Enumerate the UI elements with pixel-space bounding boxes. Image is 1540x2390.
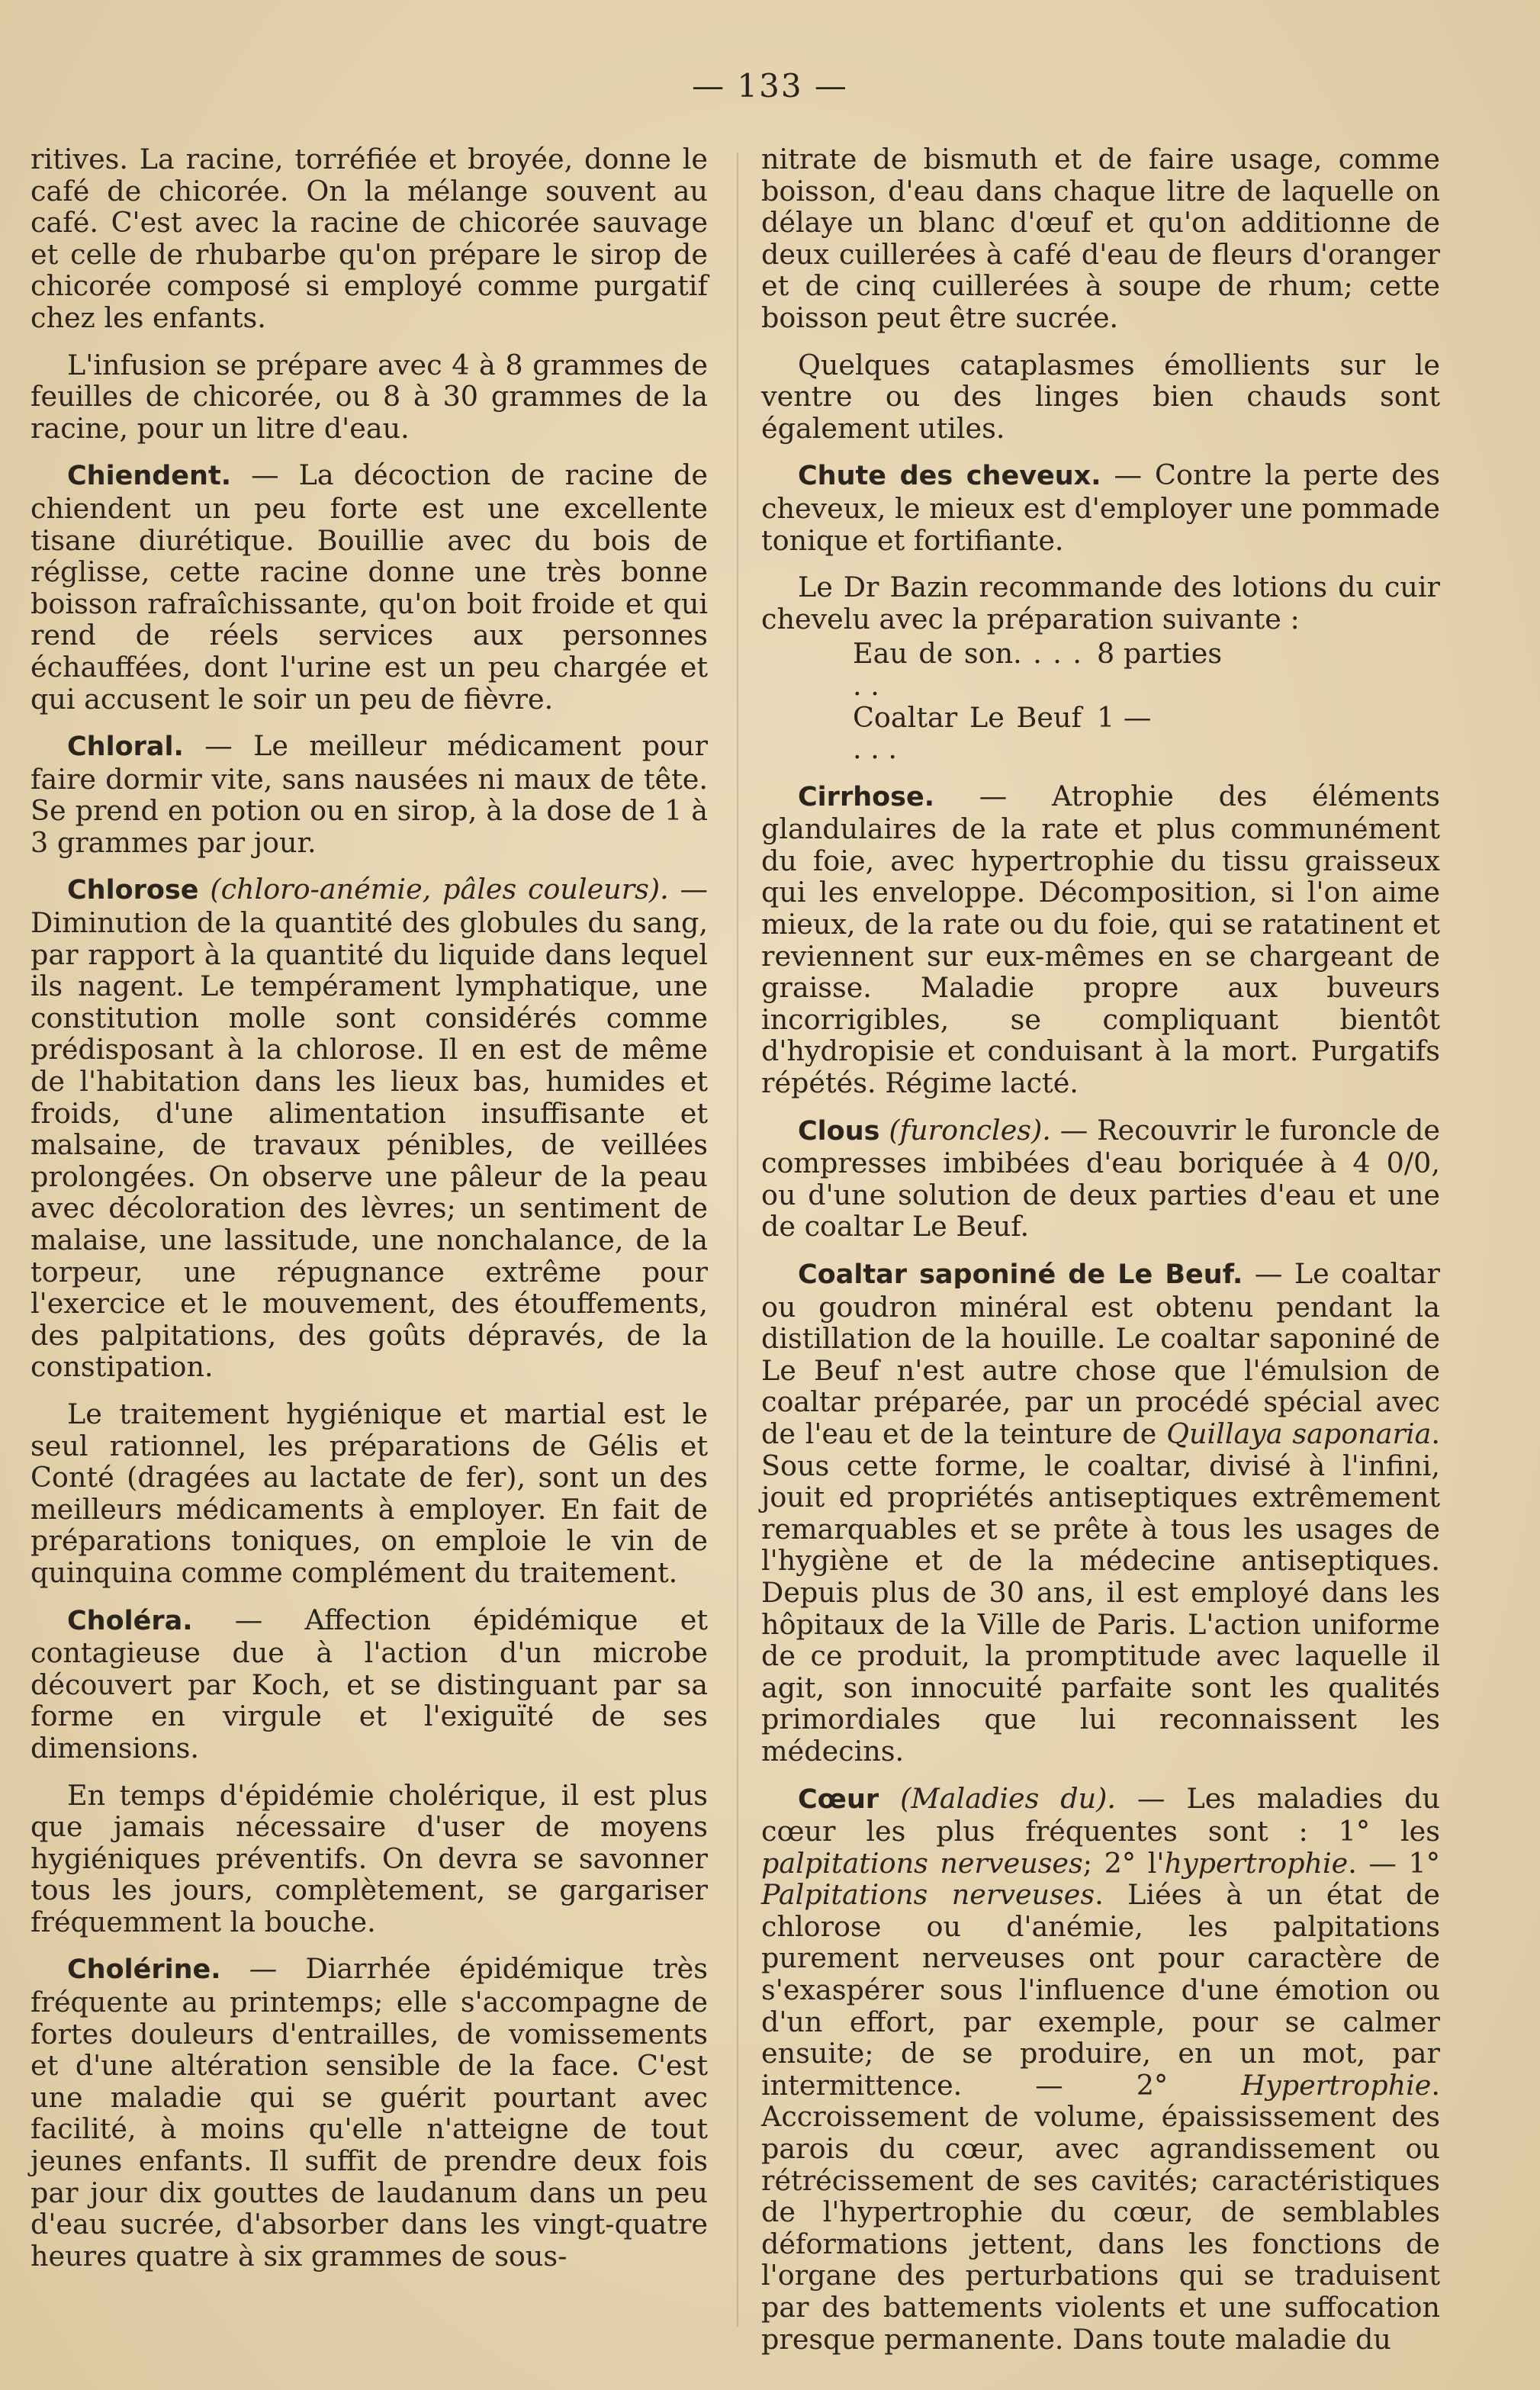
entry-term: Chlorose <box>67 875 199 906</box>
entry-term: Coaltar saponiné de Le Beuf. <box>798 1259 1243 1290</box>
formula-item: Eau de son. . . . . . <box>853 637 1082 702</box>
entry-text: — Le coaltar ou goudron minéral est obtenu pendant la distillation de la houille. Le coaltar saponiné de Le Beuf n'est autre chose que l'émulsion de coaltar préparée, par un procédé spécial avec de l'eau et de la teinture de <box>761 1257 1441 1450</box>
entry-cholera <box>31 1604 708 1764</box>
paragraph: ritives. La racine, torréfiée et broyée, donne le café de chicorée. On la mélange souvent au café. C'est avec la racine de chicorée sauvage et celle de rhubarbe qu'on prépare le sirop de chicorée composé si employé comme purgatif chez les enfants. <box>31 143 708 334</box>
entry-italic: Hypertrophie <box>1241 2068 1432 2102</box>
entry-term: Chute des cheveux. <box>798 461 1101 492</box>
entry-italic: Palpitations nerveuses <box>761 1878 1095 1912</box>
entry-text: . — 1° <box>1348 1846 1440 1880</box>
entry-text: ; 2° l' <box>1082 1846 1165 1880</box>
paragraph: nitrate de bismuth et de faire usage, comme boisson, d'eau dans chaque litre de laquelle on délaye un blanc d'œuf et qu'on additionne de deux cuillerées à café d'eau de fleurs d'oranger et de cinq cuillerées à soupe de rhum; cette boisson peut être sucrée. <box>761 143 1440 334</box>
formula-row <box>761 702 1440 765</box>
entry-coaltar <box>761 1258 1440 1768</box>
left-column <box>31 143 708 2287</box>
entry-cholerine <box>31 1953 708 2272</box>
entry-term: Chiendent. <box>67 461 231 492</box>
entry-text: — Atrophie des éléments glandulaires de la rate et plus communément du foie, avec hypertrophie du tissu graisseux qui les enveloppe. Décomposition, si l'on aime mieux, de la rate ou du foie, qui se ratatinent et reviennent sur eux-mêmes en se chargeant de graisse. Maladie propre aux buveurs incorrigibles, se compliquant bientôt d'hydropisie et conduisant à la mort. Purgatifs répétés. Régime lacté. <box>761 779 1440 1100</box>
paragraph: L'infusion se prépare avec 4 à 8 grammes de feuilles de chicorée, ou 8 à 30 grammes de la racine, pour un litre d'eau. <box>31 348 708 445</box>
entry-coeur <box>761 1783 1440 2356</box>
paragraph: Quelques cataplasmes émollients sur le ventre ou des linges bien chauds sont également utiles. <box>761 348 1440 445</box>
entry-text: . Liées à un état de chlorose ou d'anémie, les palpitations purement nerveuses ont pour caractère de s'exaspérer sous l'influence d'une émotion ou d'un effort, par exemple, pour se calmer ensuite; de se produire, en un mot, par intermittence. — 2° <box>761 1878 1440 2102</box>
entry-italic: hypertrophie <box>1164 1846 1349 1880</box>
entry-text: — La décoction de racine de chiendent un peu forte est une excellente tisane diurétique. Bouillie avec du bois de réglisse, cette racine donne une très bonne boisson rafraîchissante, qu'on boit froide et qui rend de réels services aux personnes échauffées, dont l'urine est un peu chargée et qui accusent le soir un peu de fièvre. <box>31 458 708 716</box>
entry-chlorose <box>31 873 708 1383</box>
entry-text: — Diminution de la quantité des globules du sang, par rapport à la quantité du liquide dans lequel ils nagent. Le tempérament lymphatique, une constitution molle sont considérés comme prédisposant à la chlorose. Il en est de même de l'habitation dans les lieux bas, humides et froids, d'une alimentation insuffisante et malsaine, de travaux pénibles, de veillées prolongées. On observe une pâleur de la peau avec décoloration des lèvres; un sentiment de malaise, une lassitude, une nonchalance, de la torpeur, une répugnance extrême pour l'exercice et le mouvement, des étouffements, des palpitations, des goûts dépravés, de la constipation. <box>31 873 709 1384</box>
entry-italic: palpitations nerveuses <box>761 1846 1083 1880</box>
entry-italic: Quillaya saponaria <box>1166 1417 1432 1450</box>
entry-term: Cholérine. <box>67 1954 221 1986</box>
entry-text: — Affection épidémique et contagieuse due à l'action d'un microbe découvert par Koch, et se distinguant par sa forme en virgule et l'exiguïté de ses dimensions. <box>31 1603 708 1764</box>
page-number: — 133 — <box>692 67 848 105</box>
entry-subtitle: (furoncles). <box>889 1113 1051 1147</box>
entry-term: Chloral. <box>67 732 184 763</box>
formula-item: Coaltar Le Beuf . . . <box>853 700 1082 766</box>
entry-chloral <box>31 730 708 858</box>
entry-term: Cirrhose. <box>798 781 935 812</box>
entry-subtitle: (Maladies du). <box>900 1781 1117 1815</box>
entry-term: Choléra. <box>67 1605 193 1636</box>
entry-chute-des-cheveux <box>761 459 1440 556</box>
paragraph: Le traitement hygiénique et martial est le seul rationnel, les préparations de Gélis et Conté (dragées au lactate de fer), sont un des meilleurs médicaments à employer. En fait de préparations toniques, on emploie le vin de quinquina comme complément du traitement. <box>31 1397 708 1589</box>
entry-chiendent <box>31 459 708 715</box>
entry-clous <box>761 1115 1440 1243</box>
formula-quantity: 1 — <box>1097 700 1152 734</box>
formula-quantity: 8 parties <box>1097 637 1223 671</box>
paragraph: Le Dr Bazin recommande des lotions du cuir chevelu avec la préparation suivante : <box>761 571 1440 635</box>
entry-cirrhose <box>761 780 1440 1099</box>
entry-subtitle: (chloro-anémie, pâles couleurs). <box>210 873 669 906</box>
formula-row <box>761 638 1440 701</box>
column-divider <box>737 153 738 2327</box>
entry-text: — Contre la perte des cheveux, le mieux est d'employer une pommade tonique et fortifiante. <box>761 458 1440 557</box>
entry-text: — Le meilleur médicament pour faire dormir vite, sans nausées ni maux de tête. Se prend en potion ou en sirop, à la dose de 1 à 3 grammes par jour. <box>31 729 708 859</box>
entry-text: — Diarrhée épidémique très fréquente au printemps; elle s'accompagne de fortes douleurs d'entrailles, de vomissements et d'une altération sensible de la face. C'est une maladie qui se guérit pourtant avec facilité, à moins qu'elle n'atteigne de tout jeunes enfants. Il suffit de prendre deux fois par jour dix gouttes de laudanum dans un peu d'eau sucrée, d'absorber dans les vingt-quatre heures quatre à six grammes de sous- <box>31 1952 708 2273</box>
formula <box>761 638 1440 764</box>
entry-text: — Les maladies du cœur les plus fréquentes sont : 1° les <box>761 1781 1441 1848</box>
entry-text: . Accroissement de volume, épaississement des parois du cœur, avec agrandissement ou rétrécissement de ses cavités; caractéristiques de l'hypertrophie du cœur, de semblables déformations jettent, dans les fonctions de l'organe des perturbations qui se traduisent par des battements violents et une suffocation presque permanente. Dans toute maladie du <box>761 2068 1440 2356</box>
entry-text: . Sous cette forme, le coaltar, divisé à l'infini, jouit ed propriétés antiseptiques extrêmement remarquables et se prête à tous les usages de l'hygiène et de la médecine antiseptiques. Depuis plus de 30 ans, il est employé dans les hôpitaux de la Ville de Paris. L'action uniforme de ce produit, la promptitude avec laquelle il agit, son innocuité parfaite sont les qualités primordiales que lui reconnaissent les médecins. <box>761 1417 1440 1768</box>
paragraph: En temps d'épidémie cholérique, il est plus que jamais nécessaire d'user de moyens hygiéniques préventifs. On devra se savonner tous les jours, complètement, se gargariser fréquemment la bouche. <box>31 1778 708 1938</box>
entry-term: Cœur <box>798 1784 879 1815</box>
entry-text: — Recouvrir le furoncle de compresses imbibées d'eau boriquée à 4 0/0, ou d'une solution de deux parties d'eau et une de coaltar Le Beuf. <box>761 1113 1440 1243</box>
entry-term: Clous <box>798 1115 880 1147</box>
right-column <box>761 143 1440 2370</box>
